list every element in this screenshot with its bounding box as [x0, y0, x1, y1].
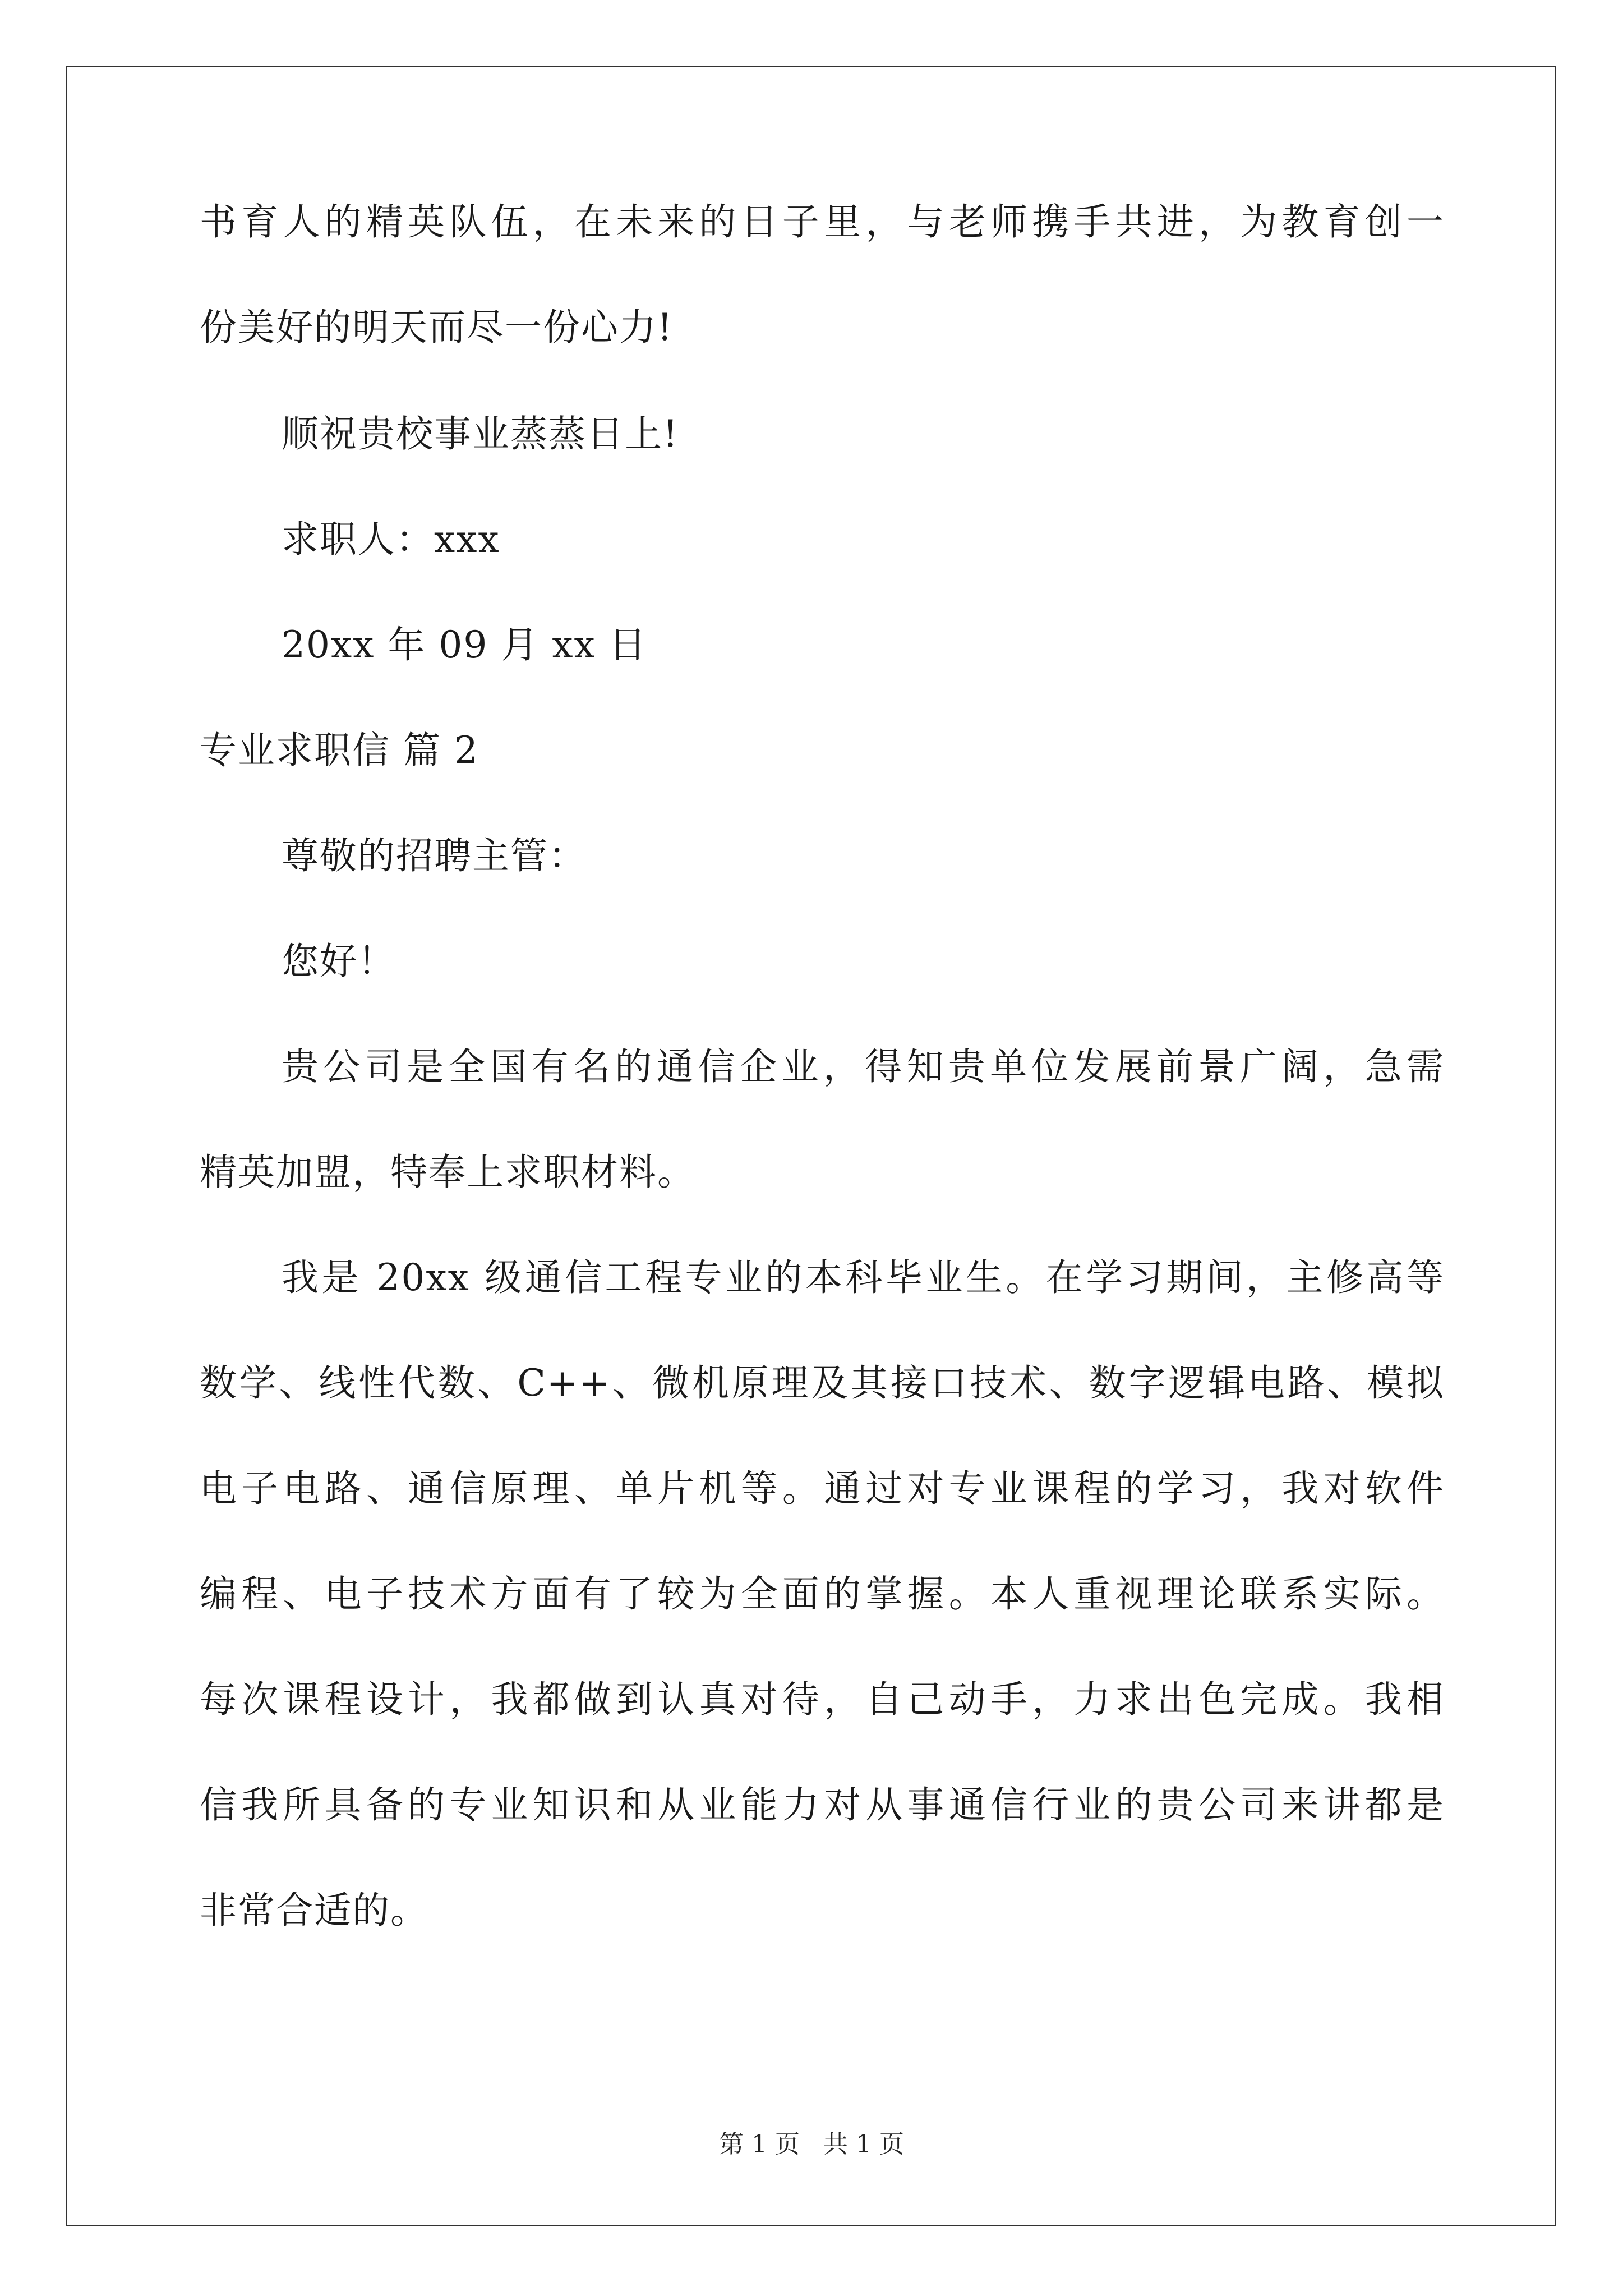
text-line: 书育人的精英队伍，在未来的日子里，与老师携手共进，为教育创一 [200, 202, 1445, 242]
section-heading: 专业求职信 篇 2 [200, 729, 479, 772]
text-line: 电子电路、通信原理、单片机等。通过对专业课程的学习，我对软件 [200, 1469, 1445, 1509]
text-line: 我是 20xx 级通信工程专业的本科毕业生。在学习期间，主修高等 [282, 1258, 1445, 1298]
applicant-signature: 求职人：xxx [282, 518, 500, 561]
text-line: 编程、电子技术方面有了较为全面的掌握。本人重视理论联系实际。 [200, 1574, 1445, 1614]
salutation: 尊敬的招聘主管： [282, 834, 587, 877]
text-line: 信我所具备的专业知识和从业能力对从事通信行业的贵公司来讲都是 [200, 1785, 1445, 1825]
text-line: 非常合适的。 [200, 1889, 428, 1932]
text-line: 数学、线性代数、C++、微机原理及其接口技术、数字逻辑电路、模拟 [200, 1363, 1445, 1404]
text-line: 每次课程设计，我都做到认真对待，自己动手，力求出色完成。我相 [200, 1680, 1445, 1720]
closing-wish: 顺祝贵校事业蒸蒸日上! [282, 412, 679, 455]
text-line: 份美好的明天而尽一份心力! [200, 306, 674, 349]
text-line: 精英加盟，特奉上求职材料。 [200, 1151, 695, 1194]
page-number: 第 1 页 [719, 2130, 800, 2159]
letter-date: 20xx 年 09 月 xx 日 [282, 623, 647, 666]
page-count: 共 1 页 [823, 2130, 904, 2159]
greeting: 您好！ [282, 940, 396, 983]
text-line: 贵公司是全国有名的通信企业，得知贵单位发展前景广阔，急需 [282, 1047, 1445, 1087]
page-footer [0, 2131, 1623, 2159]
